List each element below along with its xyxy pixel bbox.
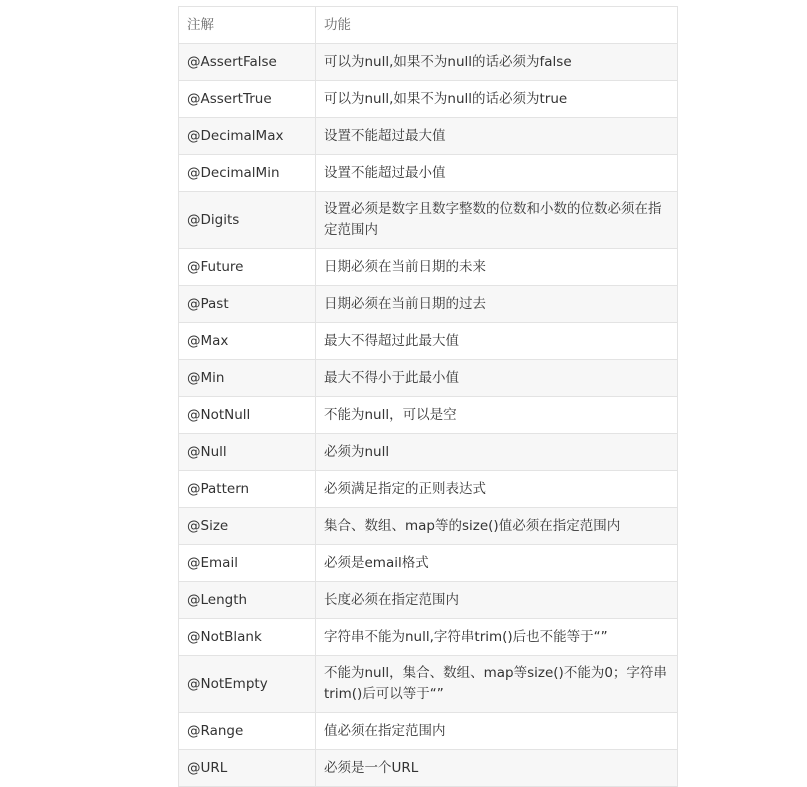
table-header-row [179,7,678,44]
table-row [179,619,678,656]
annotation-description: 不能为null，可以是空 [316,397,678,434]
annotation-description: 值必须在指定范围内 [316,713,678,750]
table-row [179,713,678,750]
annotation-name: @Range [179,713,316,750]
annotation-name: @AssertFalse [179,44,316,81]
table-row [179,155,678,192]
column-header-annotation: 注解 [179,7,316,44]
annotation-name: @Null [179,434,316,471]
annotation-name: @Size [179,508,316,545]
annotation-description: 设置不能超过最小值 [316,155,678,192]
annotation-name: @Length [179,582,316,619]
annotation-description: 日期必须在当前日期的未来 [316,249,678,286]
annotation-description: 不能为null，集合、数组、map等size()不能为0；字符串trim()后可以等于“” [316,656,678,713]
annotation-name: @Future [179,249,316,286]
annotation-name: @Digits [179,192,316,249]
annotation-description: 可以为null,如果不为null的话必须为true [316,81,678,118]
table-row [179,81,678,118]
table-row [179,434,678,471]
annotation-name: @Email [179,545,316,582]
annotation-name: @DecimalMax [179,118,316,155]
table-row [179,545,678,582]
annotation-description: 必须是email格式 [316,545,678,582]
column-header-function: 功能 [316,7,678,44]
annotation-description: 必须满足指定的正则表达式 [316,471,678,508]
annotation-name: @NotNull [179,397,316,434]
annotation-table [178,6,678,787]
annotation-description: 日期必须在当前日期的过去 [316,286,678,323]
annotation-description: 集合、数组、map等的size()值必须在指定范围内 [316,508,678,545]
table-row [179,44,678,81]
table-row [179,750,678,787]
annotation-description: 必须是一个URL [316,750,678,787]
annotation-name: @NotEmpty [179,656,316,713]
annotation-description: 最大不得超过此最大值 [316,323,678,360]
table-row [179,471,678,508]
annotation-description: 长度必须在指定范围内 [316,582,678,619]
annotation-description: 必须为null [316,434,678,471]
annotation-name: @Pattern [179,471,316,508]
annotation-name: @Max [179,323,316,360]
annotation-name: @NotBlank [179,619,316,656]
annotation-description: 字符串不能为null,字符串trim()后也不能等于“” [316,619,678,656]
annotation-name: @AssertTrue [179,81,316,118]
table-row [179,286,678,323]
table-row [179,656,678,713]
annotation-description: 设置不能超过最大值 [316,118,678,155]
table-row [179,582,678,619]
table-row [179,249,678,286]
annotation-description: 可以为null,如果不为null的话必须为false [316,44,678,81]
table-row [179,323,678,360]
annotation-name: @Past [179,286,316,323]
table-row [179,118,678,155]
annotation-name: @URL [179,750,316,787]
table-row [179,360,678,397]
annotation-name: @DecimalMin [179,155,316,192]
table-row [179,397,678,434]
annotation-description: 设置必须是数字且数字整数的位数和小数的位数必须在指定范围内 [316,192,678,249]
table-row [179,508,678,545]
table-row [179,192,678,249]
annotation-description: 最大不得小于此最小值 [316,360,678,397]
annotation-name: @Min [179,360,316,397]
